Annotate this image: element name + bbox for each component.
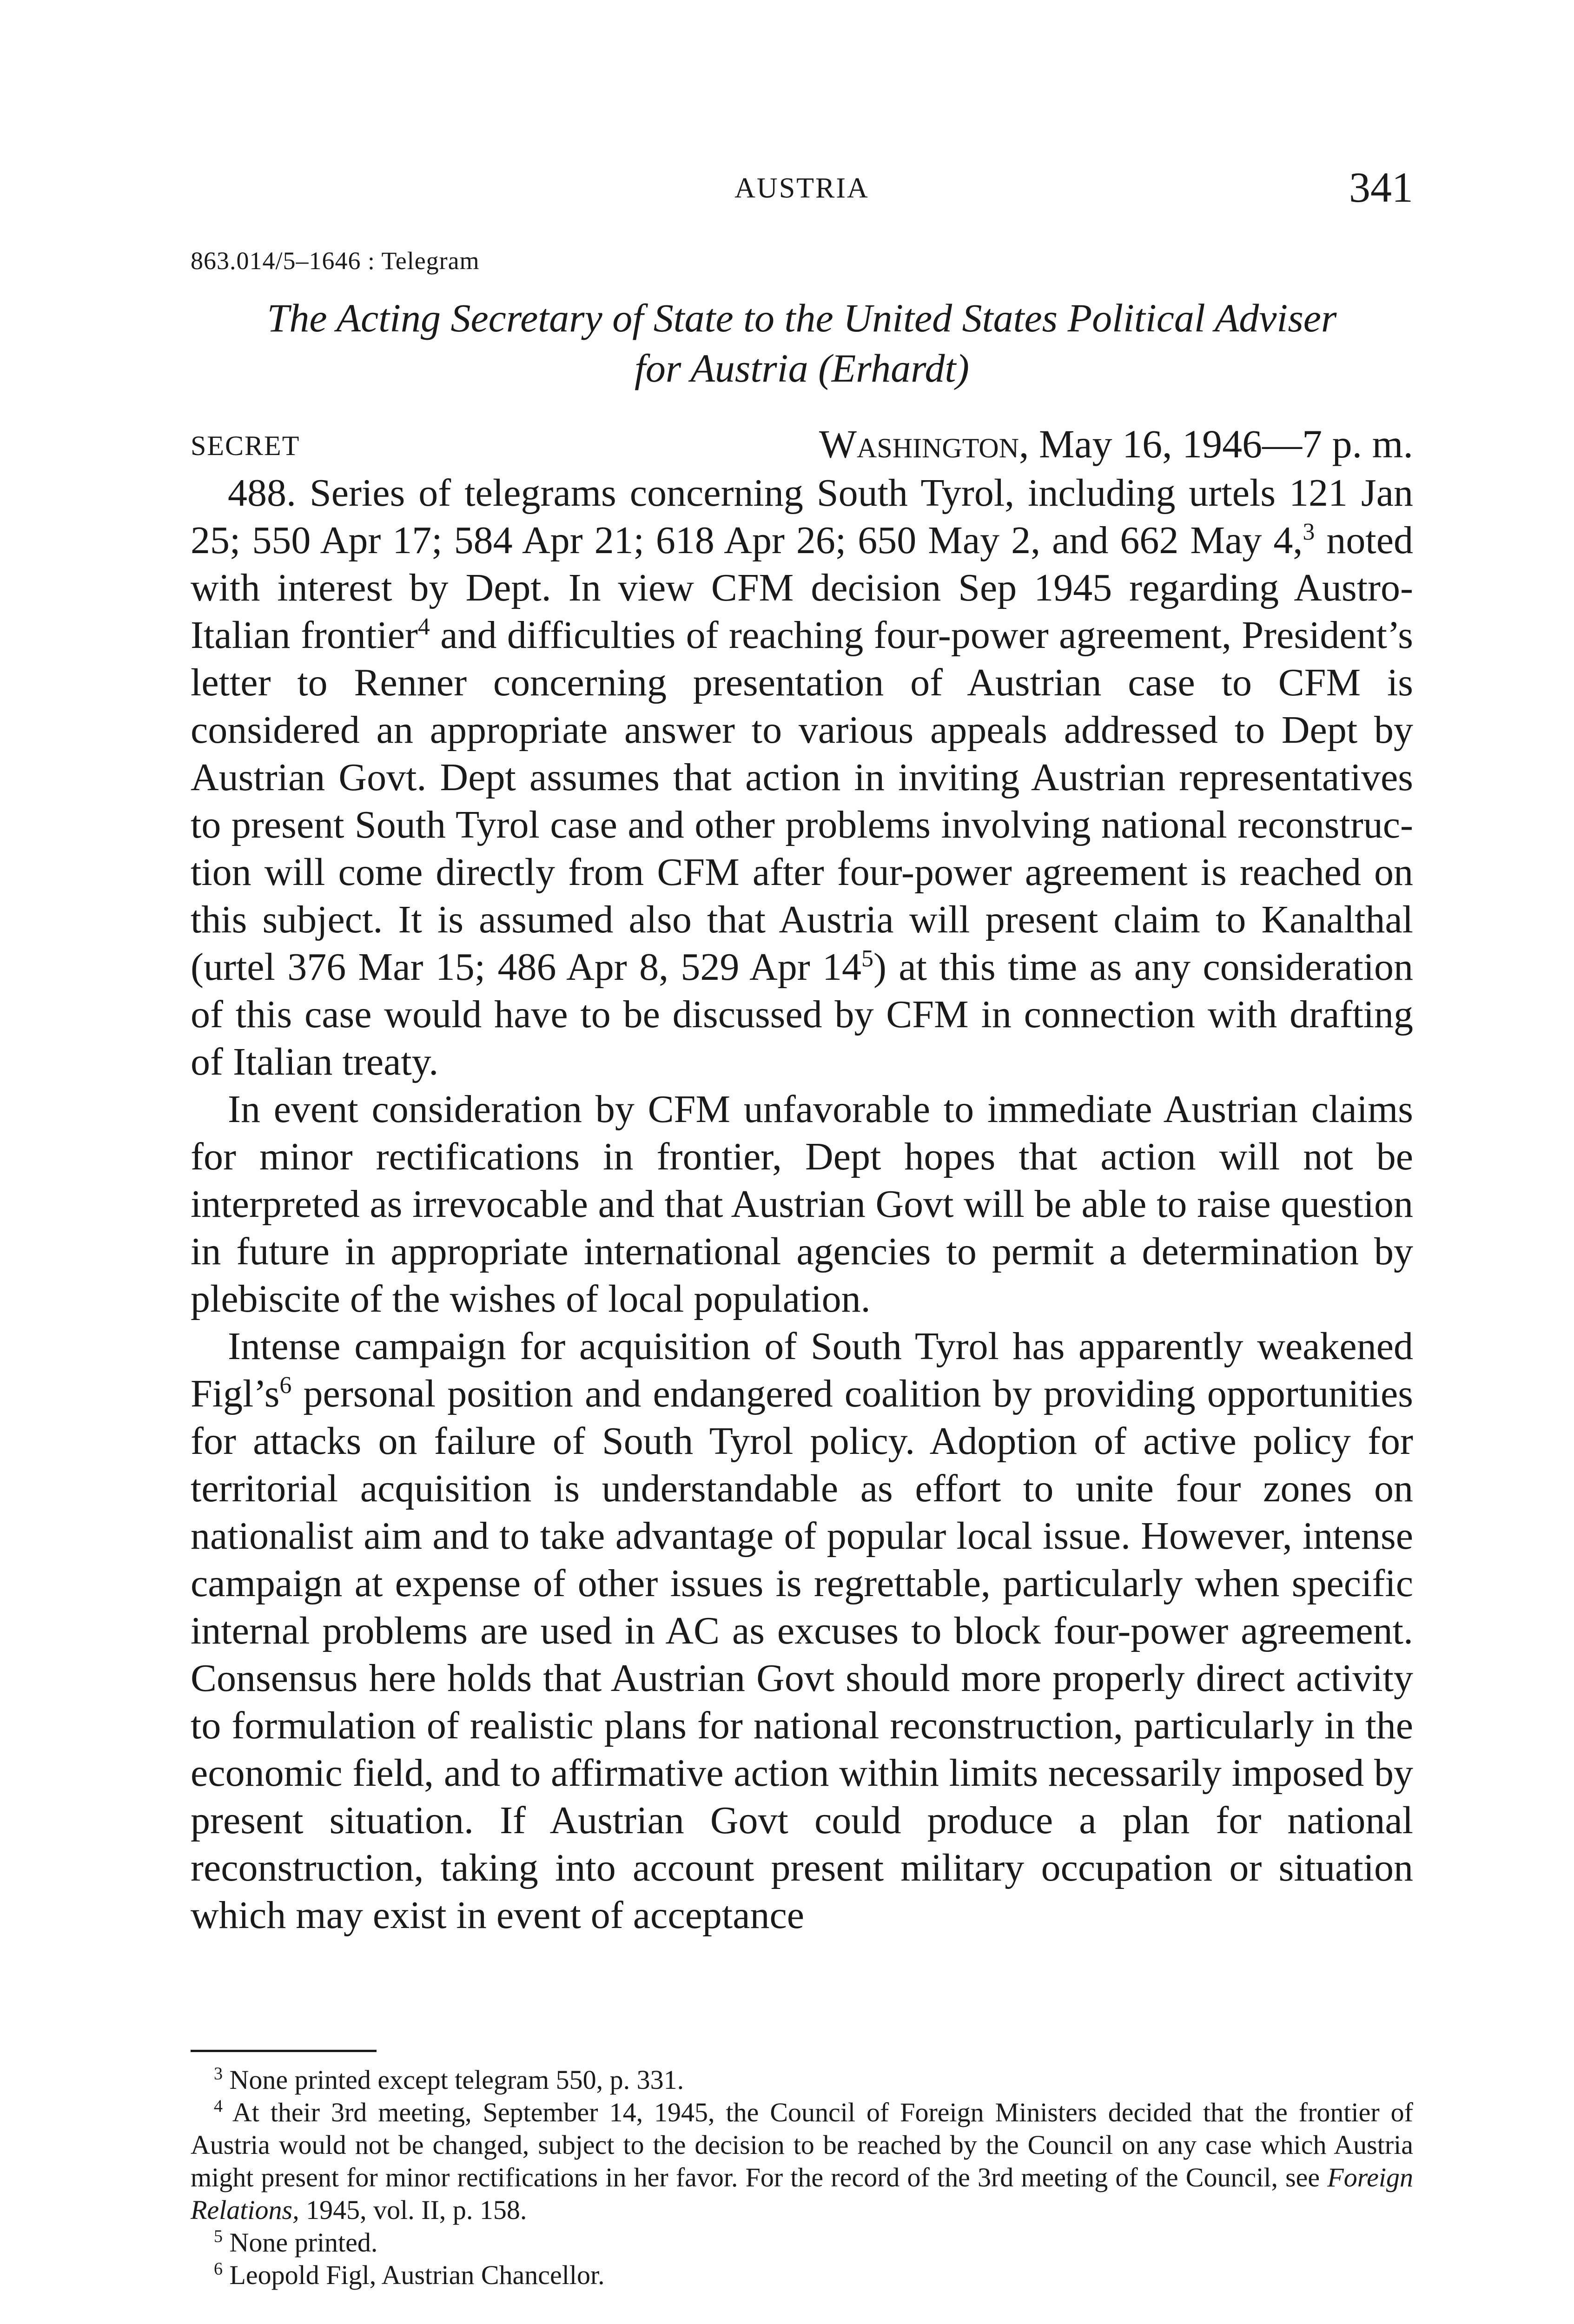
footnote-6-mark: 6 bbox=[214, 2259, 223, 2279]
footnote-ref-3: 3 bbox=[1303, 519, 1315, 545]
footnote-5-mark: 5 bbox=[214, 2226, 223, 2246]
page-number: 341 bbox=[1349, 164, 1413, 211]
p1-text-b: noted with interest by Dept. In view CFM decision Sep 1945 regarding Austro-Italian frontier bbox=[191, 519, 1413, 657]
file-reference: 863.014/5–1646 : Telegram bbox=[191, 247, 480, 275]
footnotes bbox=[191, 2064, 1413, 2291]
dateline bbox=[819, 421, 1413, 467]
footnote-3-mark: 3 bbox=[214, 2064, 223, 2084]
document-title bbox=[191, 293, 1413, 393]
footnote-5-text: None printed. bbox=[223, 2227, 378, 2258]
running-head: AUSTRIA bbox=[734, 172, 869, 204]
p3-text-a: Intense campaign for acquisition of South Tyrol has apparently weakened Figl’s bbox=[191, 1325, 1413, 1415]
footnote-4-mark: 4 bbox=[214, 2096, 223, 2116]
paragraph-3 bbox=[191, 1323, 1413, 1939]
footnote-ref-4: 4 bbox=[417, 614, 430, 640]
footnote-ref-5: 5 bbox=[861, 945, 874, 972]
paragraph-2: In event consideration by CFM unfavorable to immediate Austrian claims for minor rectifications in frontier, Dept hopes that action will not be interpreted as irrevocable and that Austrian Govt will be able to raise question in future in appropriate international agencies to permit a determination by plebiscite of the wishes of local population. bbox=[191, 1088, 1413, 1320]
footnote-4-text-a: At their 3rd meeting, September 14, 1945, the Council of Foreign Ministers decided that the frontier of Austria would not be changed, subject to the decision to be reached by the Council on any case which Austria might present for minor rectifications in her favor. For the record of the 3rd meeting of the Council, see bbox=[191, 2097, 1413, 2192]
footnote-ref-6: 6 bbox=[279, 1372, 292, 1399]
footnote-4-citation: Foreign Relations, bbox=[191, 2162, 1413, 2225]
footnote-5 bbox=[191, 2226, 1413, 2259]
page-header bbox=[191, 164, 1413, 218]
p1-text-a: 488. Series of telegrams concerning South Tyrol, including urtels 121 Jan 25; 550 Apr 17; 584 Apr 21; 618 Apr 26; 650 May 2, and 662 May 4, bbox=[191, 471, 1413, 562]
p3-text-b: personal position and endangered coalition by providing opportunities for attacks on failure of South Tyrol policy. Adoption of active policy for territorial acquisition is understandable as effort to unite four zones on nationalist aim and to take advantage of popular local issue. However, intense campaign at expense of other issues is regrettable, particularly when specific internal problems are used in AC as excuses to block four-power agreement. Consensus here holds that Austrian Govt should more properly direct activity to formulation of realistic plans for national reconstruction, particularly in the economic field, and to affirmative action within limits necessarily imposed by present situation. If Austrian Govt could produce a plan for national reconstruction, taking into account present military occupation or situation which may exist in event of acceptance bbox=[191, 1372, 1413, 1937]
footnote-4 bbox=[191, 2096, 1413, 2226]
title-line-1: The Acting Secretary of State to the United States Political Adviser bbox=[267, 296, 1337, 340]
document-page bbox=[191, 0, 1413, 2324]
footnote-3-text: None printed except telegram 550, p. 331. bbox=[223, 2065, 684, 2095]
title-line-2: for Austria (Erhardt) bbox=[635, 346, 969, 390]
footnote-6 bbox=[191, 2259, 1413, 2291]
dateline-date: , May 16, 1946—7 p. m. bbox=[1018, 422, 1413, 466]
p1-text-c: and difficulties of reaching four-power agreement, President’s letter to Renner concerning presentation of Austrian case to CFM is considered an appropriate answer to various appeals addressed to Dept by Austrian Govt. Dept assumes that action in inviting Austrian representatives to present South Tyrol case and other problems involving national reconstruction will come directly from CFM after four-power agreement is reached on this subject. It is assumed also that Austria will present claim to Kanalthal (urtel 376 Mar 15; 486 Apr 8, 529 Apr 14 bbox=[191, 614, 1413, 989]
footnote-divider bbox=[191, 2050, 377, 2052]
dateline-city: Washington bbox=[819, 422, 1019, 466]
meta-row bbox=[191, 421, 1413, 467]
paragraph-1 bbox=[191, 469, 1413, 1086]
footnote-6-text: Leopold Figl, Austrian Chancellor. bbox=[223, 2260, 605, 2290]
footnote-4-text-b: 1945, vol. II, p. 158. bbox=[299, 2195, 527, 2225]
p1-text-d: ) at this time as any consideration of this case would have to be discussed by CFM in connection with drafting of Italian treaty. bbox=[191, 945, 1413, 1083]
classification-label: SECRET bbox=[191, 430, 300, 461]
footnote-3 bbox=[191, 2064, 1413, 2096]
telegram-body bbox=[191, 469, 1413, 1939]
